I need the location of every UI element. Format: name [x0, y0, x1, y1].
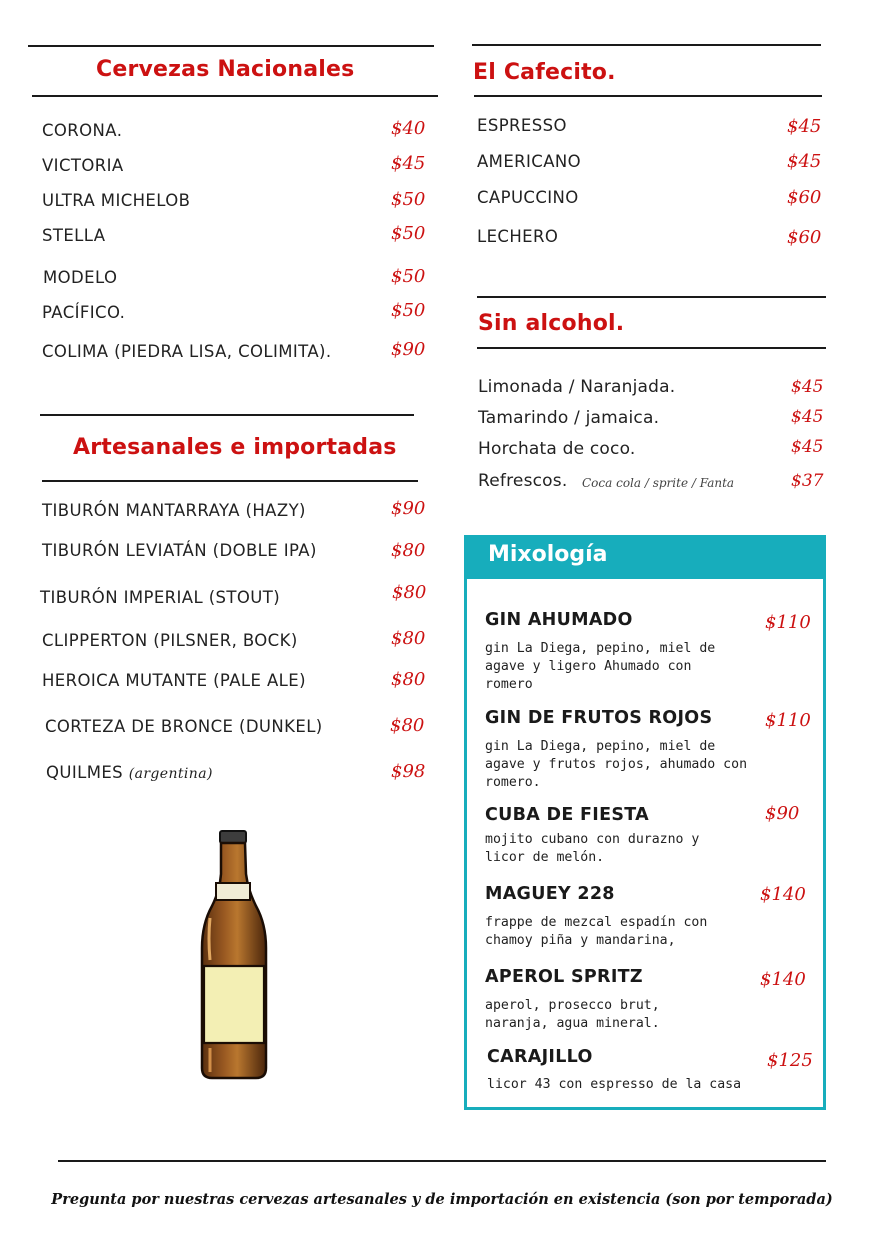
menu-item-name: TIBURÓN MANTARRAYA (HAZY): [42, 501, 306, 520]
menu-item-name: ULTRA MICHELOB: [42, 191, 191, 210]
menu-item-price: $60: [787, 227, 822, 248]
divider: [477, 296, 826, 298]
menu-item-name: Tamarindo / jamaica.: [478, 408, 660, 428]
section-title-cafecito: El Cafecito.: [473, 60, 616, 85]
footer-note: Pregunta por nuestras cervezas artesanales y de importación en existencia (son por temporada): [51, 1191, 833, 1208]
cocktail-price: $90: [765, 803, 800, 824]
menu-item-price: $45: [391, 153, 426, 174]
menu-item-name: Limonada / Naranjada.: [478, 377, 676, 397]
divider: [477, 347, 826, 349]
cocktail-description: frappe de mezcal espadín con chamoy piña y mandarina,: [485, 915, 708, 948]
menu-item-price: $50: [391, 223, 426, 244]
divider: [472, 44, 821, 46]
menu-item-name: Refrescos.: [478, 471, 568, 491]
cocktail-price: $140: [760, 884, 806, 905]
menu-item-name: MODELO: [43, 268, 118, 287]
menu-item-price: $90: [391, 498, 426, 519]
menu-item-price: $50: [391, 300, 426, 321]
menu-item-price: $40: [391, 118, 426, 139]
menu-item-price: $80: [391, 628, 426, 649]
menu-item-name: ESPRESSO: [477, 116, 567, 135]
cocktail-price: $125: [767, 1050, 813, 1071]
menu-item-price: $37: [791, 471, 824, 491]
cocktail-description: gin La Diega, pepino, miel de agave y frutos rojos, ahumado con romero.: [485, 739, 748, 790]
menu-item-name: TIBURÓN IMPERIAL (STOUT): [40, 588, 281, 607]
menu-item-price: $80: [392, 582, 427, 603]
beer-bottle-illustration: [190, 828, 280, 1084]
menu-item-name: CLIPPERTON (PILSNER, BOCK): [42, 631, 298, 650]
cocktail-name: GIN AHUMADO: [485, 610, 633, 630]
cocktail-price: $110: [765, 710, 811, 731]
menu-item-price: $45: [791, 377, 824, 397]
cocktail-name: APEROL SPRITZ: [485, 967, 643, 987]
menu-item-price: $50: [391, 266, 426, 287]
cocktail-name: CARAJILLO: [487, 1047, 593, 1067]
section-title-mixologia: Mixología: [488, 542, 608, 567]
menu-item-name: STELLA: [42, 226, 106, 245]
menu-item-price: $45: [791, 407, 824, 427]
menu-item-price: $98: [391, 761, 426, 782]
menu-item-price: $45: [791, 437, 824, 457]
menu-item-name: TIBURÓN LEVIATÁN (DOBLE IPA): [42, 541, 317, 560]
menu-item-name: LECHERO: [477, 227, 559, 246]
divider: [32, 95, 438, 97]
menu-item-name: AMERICANO: [477, 152, 582, 171]
menu-item-name: CORONA.: [42, 121, 123, 140]
menu-item-price: $90: [391, 339, 426, 360]
cocktail-name: CUBA DE FIESTA: [485, 805, 649, 825]
menu-item-price: $60: [787, 187, 822, 208]
divider: [42, 480, 418, 482]
menu-item-price: $80: [390, 715, 425, 736]
cocktail-description: aperol, prosecco brut, naranja, agua mineral.: [485, 998, 660, 1031]
menu-item-price: $80: [391, 669, 426, 690]
divider: [474, 95, 822, 97]
menu-item-name: CAPUCCINO: [477, 188, 579, 207]
cocktail-price: $140: [760, 969, 806, 990]
cocktail-price: $110: [765, 612, 811, 633]
menu-item-name: CORTEZA DE BRONCE (DUNKEL): [45, 717, 323, 736]
section-title-artesanales: Artesanales e importadas: [73, 435, 397, 460]
cocktail-description: licor 43 con espresso de la casa: [487, 1077, 742, 1092]
section-title-nacionales: Cervezas Nacionales: [96, 57, 355, 82]
menu-item-note: (argentina): [128, 766, 213, 782]
cocktail-name: GIN DE FRUTOS ROJOS: [485, 708, 713, 728]
menu-item-name: HEROICA MUTANTE (PALE ALE): [42, 671, 306, 690]
menu-item-price: $50: [391, 189, 426, 210]
cocktail-description: gin La Diega, pepino, miel de agave y ligero Ahumado con romero: [485, 641, 716, 692]
menu-item-name: Horchata de coco.: [478, 439, 636, 459]
mixologia-header: [464, 535, 826, 579]
divider: [28, 45, 434, 47]
menu-item-price: $45: [787, 151, 822, 172]
menu-item-name: [46, 763, 213, 782]
cocktail-name: MAGUEY 228: [485, 884, 615, 904]
section-title-sin-alcohol: Sin alcohol.: [478, 311, 625, 336]
menu-item-price: $45: [787, 116, 822, 137]
divider: [40, 414, 414, 416]
cocktail-description: mojito cubano con durazno y licor de melón.: [485, 832, 700, 865]
menu-item-label: QUILMES: [46, 763, 124, 782]
divider: [58, 1160, 826, 1162]
menu-item-note: Coca cola / sprite / Fanta: [582, 476, 735, 490]
menu-item-name: COLIMA (PIEDRA LISA, COLIMITA).: [42, 342, 332, 361]
menu-item-price: $80: [391, 540, 426, 561]
menu-item-name: PACÍFICO.: [42, 303, 126, 322]
menu-item-name: VICTORIA: [42, 156, 124, 175]
